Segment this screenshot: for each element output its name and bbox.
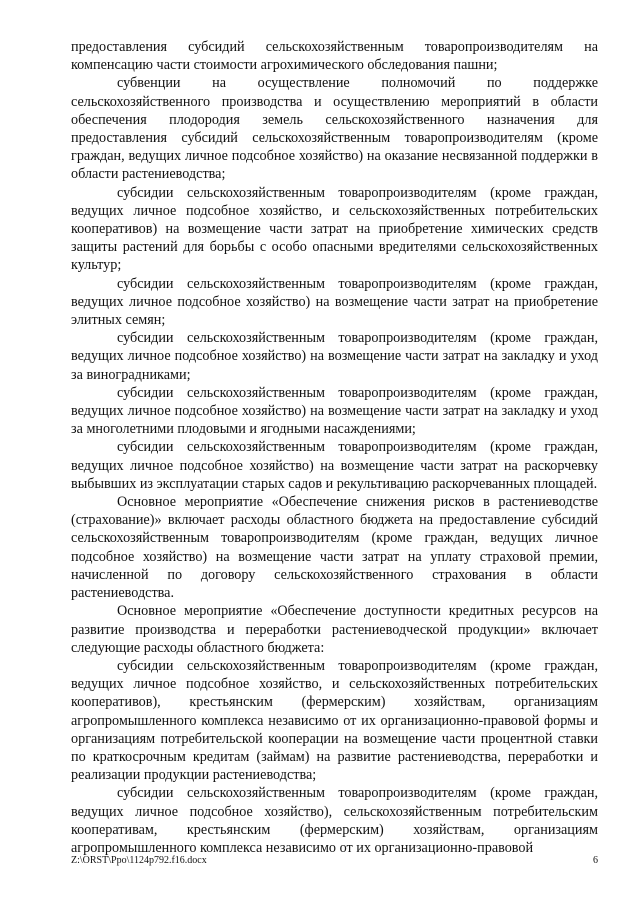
paragraph-1: предоставления субсидий сельскохозяйственным товаропроизводителям на компенсацию части стоимости агрохимического обследования пашни; <box>71 39 598 74</box>
body-text <box>71 38 598 857</box>
paragraph-10: субсидии сельскохозяйственным товаропроизводителям (кроме граждан, ведущих личное подсобное хозяйство, и сельскохозяйственных потребительских кооперативов), крестьянским (фермерским) хозяйствам, организациям агропромышленного комплекса независимо от их организационно-правовой формы и организациям потребительской кооперации на возмещение части процентной ставки по краткосрочным кредитам (займам) на развитие растениеводства, переработки и реализации продукции растениеводства; <box>71 657 598 784</box>
paragraph-3: субсидии сельскохозяйственным товаропроизводителям (кроме граждан, ведущих личное подсобное хозяйство, и сельскохозяйственных потребительских кооперативов) на возмещение части затрат на приобретение химических средств защиты растений для борьбы с особо опасными вредителями сельскохозяйственных культур; <box>71 184 598 274</box>
paragraph-5: субсидии сельскохозяйственным товаропроизводителям (кроме граждан, ведущих личное подсобное хозяйство) на возмещение части затрат на закладку и уход за виноградниками; <box>71 330 598 383</box>
paragraph-4: субсидии сельскохозяйственным товаропроизводителям (кроме граждан, ведущих личное подсобное хозяйство) на возмещение части затрат на приобретение элитных семян; <box>71 275 598 329</box>
paragraph-8: Основное мероприятие «Обеспечение снижения рисков в растениеводстве (страхование)» включает расходы областного бюджета на предоставление субсидий сельскохозяйственным товаропроизводителям (кроме граждан, ведущих личное подсобное хозяйство) на возмещение части затрат на уплату страховой премии, начисленной по договору сельскохозяйственного страхования в области растениеводства. <box>71 494 598 602</box>
paragraph-11: субсидии сельскохозяйственным товаропроизводителям (кроме граждан, ведущих личное подсобное хозяйство), сельскохозяйственным потребительским кооперативам, крестьянским (фермерским) хозяйствам, организациям агропромышленного комплекса независимо от их организационно-правовой <box>71 785 598 856</box>
page-footer <box>71 855 598 867</box>
paragraph-7: субсидии сельскохозяйственным товаропроизводителям (кроме граждан, ведущих личное подсобное хозяйство) на возмещение части затрат на раскорчевку выбывших из эксплуатации старых садов и рекультивацию раскорчеванных площадей. <box>71 439 598 492</box>
paragraph-2: субвенции на осуществление полномочий по поддержке сельскохозяйственного производства и осуществлению мероприятий в области обеспечения плодородия земель сельскохозяйственного назначения для предоставления субсидий сельскохозяйственным товаропроизводителям (кроме граждан, ведущих личное подсобное хозяйство) на оказание несвязанной поддержки в области растениеводства; <box>71 75 598 183</box>
page-number: 6 <box>593 855 598 866</box>
paragraph-6: субсидии сельскохозяйственным товаропроизводителям (кроме граждан, ведущих личное подсобное хозяйство) на возмещение части затрат на закладку и уход за многолетними плодовыми и ягодными насаждениями; <box>71 384 598 438</box>
file-path: Z:\ORST\Ppo\1124p792.f16.docx <box>71 855 207 866</box>
paragraph-9: Основное мероприятие «Обеспечение доступности кредитных ресурсов на развитие производства и переработки растениеводческой продукции» включает следующие расходы областного бюджета: <box>71 603 598 656</box>
